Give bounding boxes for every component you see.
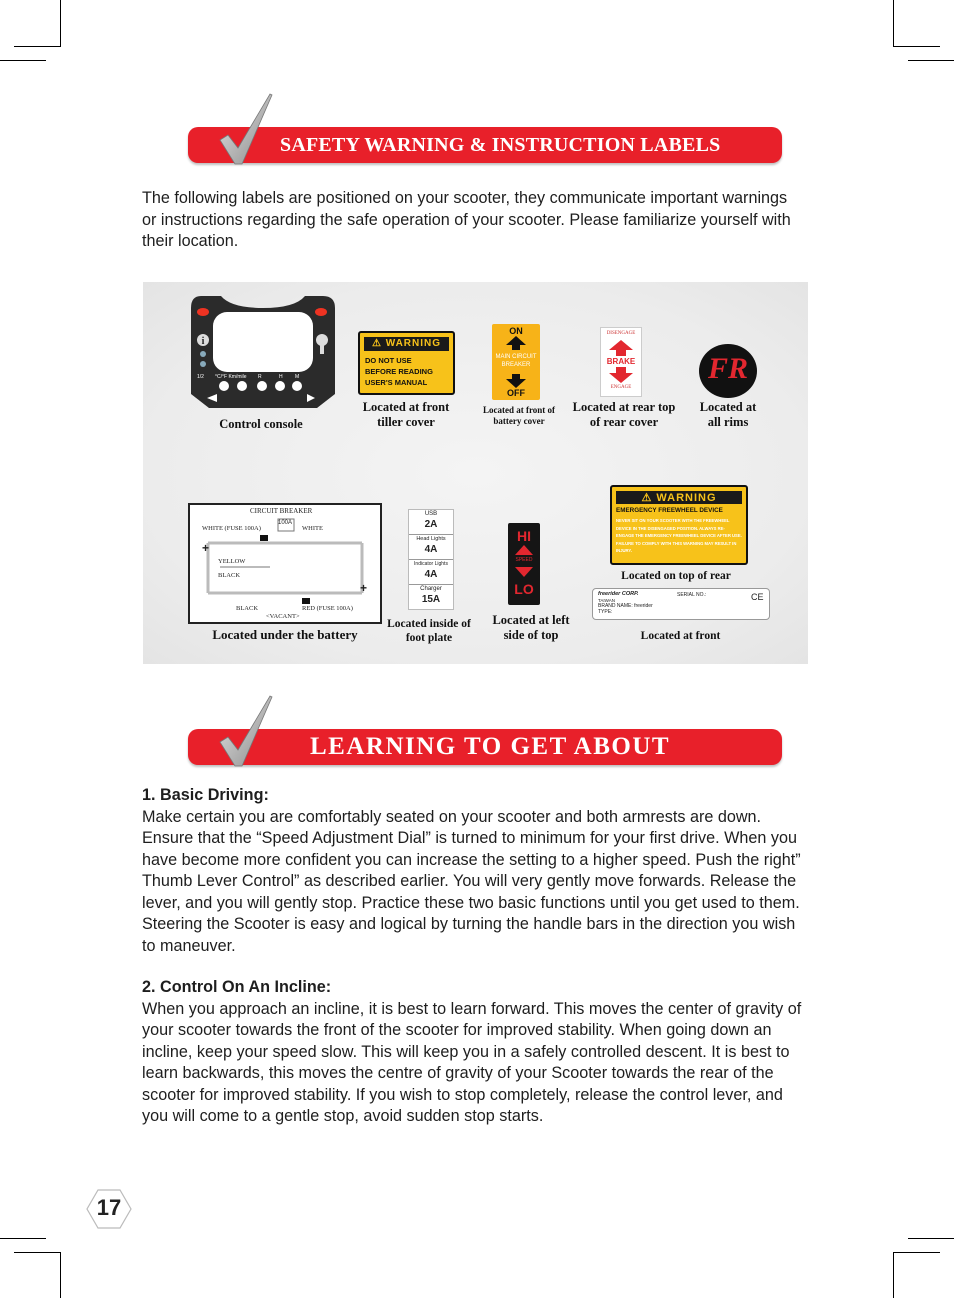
arrow-up-icon (506, 336, 526, 350)
incline-body: When you approach an incline, it is best to learn forward. This moves the center of gravity of your scooter towards the front of the scooter for improved stability. When going down an incline, keep your speed slow. This will keep you in a safely controlled descent. It is best to learn backwards, this moves the centre of gravity of your Scooter towards the rear of the scooter for improved stability. If you wish to stop completely, release the control lever, and you will come to a gentle stop, avoid sudden stop starts. (142, 999, 802, 1125)
caption-brake: Located at rear top of rear cover (572, 400, 676, 429)
battery-wiring-diagram (188, 503, 382, 624)
serial-no: SERIAL NO.: (677, 592, 707, 598)
hi-lo-switch-label (508, 523, 540, 605)
warning-header: ⚠ WARNING (616, 491, 742, 504)
serial-plate (592, 588, 770, 620)
control-console-graphic (187, 294, 339, 410)
caption-freewheel: Located on top of rear (621, 570, 731, 582)
brake-label (600, 327, 642, 397)
fuse-row: Charger 15A (420, 586, 442, 605)
intro-paragraph: The following labels are positioned on your scooter, they communicate important warnings or instructions regarding the safe operation of your scooter. Please familiarize yourself with their location. (142, 189, 791, 250)
caption-breaker: Located at front of battery cover (482, 405, 556, 426)
caption-serial: Located at front (640, 630, 721, 642)
battery-fuse: 100A (278, 520, 293, 526)
svg-text:R: R (258, 374, 262, 380)
hi-text: HI (517, 528, 531, 544)
breaker-label (492, 324, 540, 400)
caption-tiller: Located at front tiller cover (362, 400, 450, 429)
arrow-up-icon (609, 340, 633, 356)
svg-text:M: M (295, 374, 300, 380)
brake-text: BRAKE (606, 357, 636, 366)
incline-section (142, 977, 802, 1128)
fuse-row: Head Lights 4A (409, 535, 453, 560)
caption-foot: Located inside of foot plate (387, 618, 471, 644)
freewheel-warning-label (610, 485, 748, 565)
battery-black-2: BLACK (236, 605, 259, 612)
battery-black-1: BLACK (218, 572, 241, 579)
battery-white: WHITE (302, 525, 323, 532)
battery-yellow: YELLOW (218, 558, 246, 565)
caption-hilo: Located at left side of top (492, 613, 570, 642)
ce-mark: CE (751, 592, 764, 602)
svg-text:°C/°F Km/mile: °C/°F Km/mile (215, 374, 247, 380)
warning-header: ⚠ WARNING (364, 337, 449, 351)
battery-red-fuse: RED (FUSE 100A) (302, 605, 353, 612)
caption-rims: Located at all rims (699, 400, 757, 429)
tiller-warning-label (358, 331, 455, 395)
basic-driving-body: Make certain you are comfortably seated on your scooter and both armrests are down. Ensure that the “Speed Adjustment Dial” is turned to minimum for your first drive. When you have become more confident you can increase the setting to a higher speed. Push the right” Thumb Lever Control” as described earlier. You will very gently move forwards. Release the lever, and you will gently stop. Practice these two basic functions until you get used to them. Steering the Scooter is easy and logical by turning the handle bars in the direction you wish to maneuver. (142, 807, 801, 955)
brake-disengage: DISENGAGE (606, 331, 636, 336)
checkmark-icon (218, 92, 276, 166)
lo-text: LO (514, 581, 534, 597)
arrow-down-icon (506, 374, 526, 388)
basic-driving-heading: 1. Basic Driving: (142, 786, 269, 804)
section-banner-safety (188, 127, 782, 163)
section-banner-learning (188, 729, 782, 765)
caption-console: Control console (219, 417, 303, 431)
serial-brand: BRAND NAME: freerider (598, 603, 653, 609)
incline-heading: 2. Control On An Incline: (142, 978, 332, 996)
serial-type: TYPE: (598, 609, 613, 615)
plus-icon: + (202, 541, 210, 555)
fr-logo (699, 344, 757, 398)
section-title: LEARNING TO GET ABOUT (310, 733, 671, 760)
fuse-row: Indicator Lights 4A (409, 560, 453, 585)
arrow-up-icon (515, 545, 533, 555)
plus-icon: + (360, 581, 368, 595)
section-title: SAFETY WARNING & INSTRUCTION LABELS (280, 134, 721, 156)
labels-panel (143, 282, 808, 664)
battery-white-fuse: WHITE (FUSE 100A) (202, 525, 261, 532)
serial-corp: freerider CORP. (598, 591, 639, 597)
speed-text: SPEED (515, 557, 533, 563)
breaker-off: OFF (507, 388, 525, 398)
svg-text:i: i (201, 336, 205, 347)
tiller-warning-text: DO NOT USE BEFORE READING USER'S MANUAL (365, 356, 433, 387)
serial-country: TAIWAN (598, 598, 615, 603)
arrow-down-icon (609, 367, 633, 383)
fr-logo-text: FR (707, 352, 749, 385)
breaker-text: MAIN CIRCUIT BREAKER (495, 354, 537, 368)
freewheel-body: NEVER SIT ON YOUR SCOOTER WITH THE FREEWHEEL DEVICE IN THE DISENGAGED POSITION. ALWAYS RE-ENGAGE THE EMERGENCY FREEWHEEL DEVICE AFTER USE. FAILURE TO COMPLY WITH THIS WARNING MAY RESULT IN INJURY. (616, 518, 742, 553)
battery-vacant: <VACANT> (266, 613, 300, 620)
basic-driving-section (142, 785, 802, 957)
battery-circuit-breaker: CIRCUIT BREAKER (250, 507, 313, 515)
breaker-on: ON (509, 326, 523, 336)
page-number: 17 (96, 1195, 122, 1220)
fuse-row: USB 2A (409, 510, 453, 535)
brake-engage: ENGAGE (610, 385, 632, 390)
svg-text:H: H (279, 374, 283, 380)
arrow-down-icon (515, 567, 533, 577)
svg-text:1/2: 1/2 (197, 374, 204, 380)
caption-battery: Located under the battery (212, 627, 358, 642)
freewheel-heading: EMERGENCY FREEWHEEL DEVICE (616, 507, 723, 514)
fuse-table (408, 509, 454, 610)
checkmark-icon (218, 694, 276, 768)
